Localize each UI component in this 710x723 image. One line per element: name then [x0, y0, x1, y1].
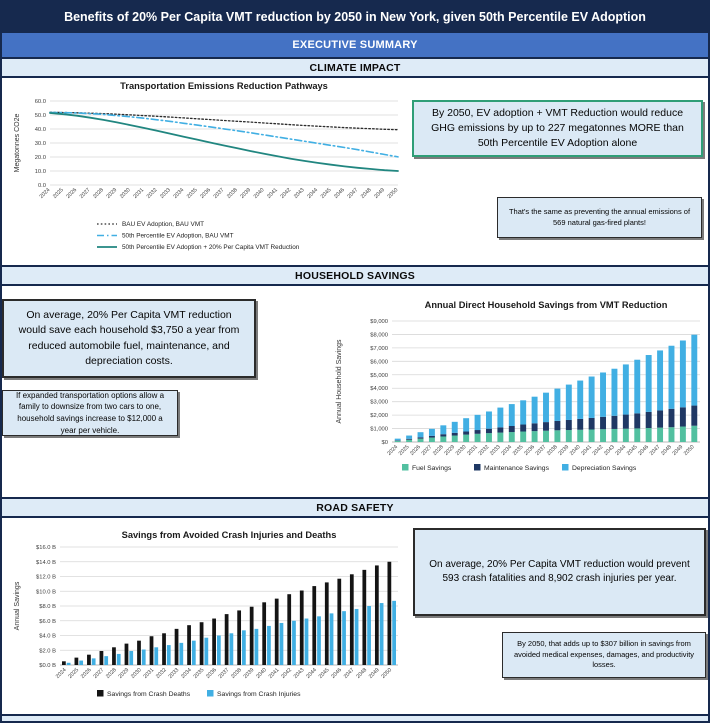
- svg-text:2034: 2034: [180, 667, 193, 680]
- svg-text:30.0: 30.0: [34, 141, 46, 147]
- household-callout-main: [2, 299, 256, 378]
- household-callout-note-text: If expanded transportation options allow a family to downsize from two cars to one, household savings increase to $12,000 a year per vehicle.: [15, 390, 165, 435]
- svg-text:2028: 2028: [92, 187, 105, 200]
- svg-text:2037: 2037: [534, 444, 548, 457]
- svg-text:20.0: 20.0: [34, 155, 46, 161]
- svg-text:50th Percentile EV Adoption, B: 50th Percentile EV Adoption, BAU VMT: [122, 232, 234, 240]
- climate-callout-main-text: By 2050, EV adoption + VMT Reduction would reduce GHG emissions by up to 227 megatonnes MORE than 50th Percentile EV Adoption alone: [431, 106, 684, 150]
- executive-summary-band: [2, 31, 708, 59]
- svg-text:2042: 2042: [280, 667, 294, 680]
- svg-text:2024: 2024: [38, 187, 52, 200]
- crash-svg: [10, 525, 410, 711]
- household-savings-label: HOUSEHOLD SAVINGS: [295, 269, 415, 282]
- svg-text:$16.0 B: $16.0 B: [36, 545, 56, 551]
- road-safety-section: [2, 518, 708, 714]
- svg-text:$1,000: $1,000: [370, 426, 388, 433]
- climate-callout-note-text: That's the same as preventing the annual emissions of 569 natural gas-fired plants!: [508, 206, 691, 227]
- svg-text:2045: 2045: [319, 187, 333, 200]
- svg-text:2025: 2025: [67, 667, 81, 680]
- svg-text:2036: 2036: [523, 444, 537, 457]
- svg-text:50th Percentile EV Adoption +: 50th Percentile EV Adoption + 20% Per Capita VMT Reduction: [122, 244, 300, 251]
- crash-savings-grouped-bar-chart: [10, 525, 410, 711]
- svg-text:2045: 2045: [625, 444, 639, 457]
- climate-callout-note: [497, 197, 702, 238]
- svg-text:$12.0 B: $12.0 B: [36, 574, 56, 581]
- svg-text:2043: 2043: [292, 667, 306, 680]
- svg-text:2026: 2026: [65, 187, 79, 200]
- svg-text:Transportation Emissions Reduc: Transportation Emissions Reduction Pathways: [120, 81, 328, 91]
- svg-text:2033: 2033: [159, 187, 172, 200]
- svg-text:2048: 2048: [359, 187, 373, 200]
- svg-text:2044: 2044: [305, 667, 319, 680]
- svg-text:2040: 2040: [255, 667, 268, 680]
- household-savings-band: [2, 265, 708, 286]
- svg-text:2044: 2044: [306, 187, 320, 200]
- road-callout-note: [502, 632, 706, 678]
- svg-text:$2,000: $2,000: [370, 413, 388, 420]
- svg-text:2039: 2039: [242, 667, 256, 680]
- svg-text:2026: 2026: [409, 444, 422, 457]
- svg-text:2036: 2036: [205, 667, 218, 680]
- svg-text:2043: 2043: [603, 444, 616, 457]
- climate-impact-band: [2, 59, 708, 78]
- svg-text:Annual Household Savings: Annual Household Savings: [336, 339, 343, 424]
- svg-text:2030: 2030: [130, 667, 143, 680]
- household-callout-note: [2, 390, 178, 436]
- page-title: Benefits of 20% Per Capita VMT reduction by 2050 in New York, given 50th Percentile EV Adoption: [64, 9, 646, 24]
- svg-text:2030: 2030: [454, 444, 468, 457]
- svg-text:2035: 2035: [185, 187, 199, 200]
- svg-text:Fuel Savings: Fuel Savings: [412, 465, 452, 472]
- svg-text:BAU EV Adoption, BAU VMT: BAU EV Adoption, BAU VMT: [122, 221, 205, 228]
- svg-text:2037: 2037: [217, 667, 231, 680]
- svg-text:2046: 2046: [637, 444, 651, 457]
- svg-text:2031: 2031: [132, 187, 146, 200]
- svg-text:50.0: 50.0: [34, 113, 46, 119]
- svg-text:10.0: 10.0: [34, 169, 46, 175]
- svg-text:Savings from Crash Injuries: Savings from Crash Injuries: [217, 691, 301, 698]
- svg-text:2040: 2040: [252, 187, 266, 200]
- svg-text:2027: 2027: [78, 187, 92, 200]
- svg-text:$5,000: $5,000: [370, 372, 388, 379]
- svg-text:$8.0 B: $8.0 B: [39, 604, 56, 610]
- svg-text:0.0: 0.0: [37, 183, 46, 189]
- svg-text:2025: 2025: [397, 444, 411, 457]
- svg-text:2050: 2050: [682, 444, 696, 457]
- svg-text:2031: 2031: [142, 667, 156, 680]
- svg-text:$2.0 B: $2.0 B: [39, 648, 56, 655]
- household-savings-stacked-bar-chart: [332, 296, 708, 489]
- svg-text:2047: 2047: [346, 187, 360, 200]
- road-callout-note-text: By 2050, that adds up to $307 billion in savings from avoided medical expenses, damages, and productivity losses.: [513, 638, 695, 670]
- svg-text:2050: 2050: [386, 187, 400, 200]
- executive-summary-label: EXECUTIVE SUMMARY: [292, 39, 418, 51]
- svg-text:$14.0 B: $14.0 B: [36, 559, 56, 566]
- svg-text:2049: 2049: [671, 444, 685, 457]
- svg-text:$0: $0: [381, 440, 388, 446]
- svg-text:2045: 2045: [317, 667, 331, 680]
- household-svg: [332, 296, 708, 489]
- svg-text:Savings from Crash Deaths: Savings from Crash Deaths: [107, 691, 191, 698]
- svg-text:2046: 2046: [330, 667, 344, 680]
- svg-text:$8,000: $8,000: [370, 332, 388, 339]
- emissions-line-chart: [10, 79, 412, 264]
- svg-text:2041: 2041: [580, 444, 594, 457]
- svg-text:2037: 2037: [212, 187, 226, 200]
- svg-text:2026: 2026: [79, 667, 93, 680]
- svg-text:2046: 2046: [333, 187, 346, 200]
- svg-text:60.0: 60.0: [34, 99, 46, 105]
- svg-text:$0.0 B: $0.0 B: [39, 663, 56, 669]
- svg-text:2029: 2029: [117, 667, 131, 680]
- svg-text:2043: 2043: [292, 187, 306, 200]
- svg-text:2027: 2027: [92, 667, 106, 680]
- road-safety-band: [2, 497, 708, 518]
- svg-text:Annual Direct Household Saving: Annual Direct Household Savings from VMT Reduction: [424, 300, 668, 310]
- svg-text:$7,000: $7,000: [370, 345, 388, 352]
- svg-text:2047: 2047: [342, 667, 356, 680]
- road-safety-label: ROAD SAFETY: [316, 501, 394, 514]
- svg-text:2050: 2050: [380, 667, 394, 680]
- climate-callout-main: [412, 100, 703, 157]
- svg-text:2048: 2048: [660, 444, 673, 457]
- household-callout-main-text: On average, 20% Per Capita VMT reduction would save each household $3,750 a year from reduced automobile fuel, maintenance, and depreciation costs.: [18, 309, 240, 367]
- svg-text:2033: 2033: [489, 444, 502, 457]
- svg-text:$6,000: $6,000: [370, 359, 388, 366]
- svg-text:2049: 2049: [373, 187, 387, 200]
- svg-text:$9,000: $9,000: [370, 319, 388, 325]
- svg-text:2032: 2032: [145, 187, 159, 200]
- svg-text:2028: 2028: [105, 667, 118, 680]
- next-section-band-partial: [2, 714, 708, 721]
- svg-text:2028: 2028: [432, 444, 445, 457]
- household-section: [2, 286, 708, 497]
- svg-text:2034: 2034: [500, 444, 514, 457]
- svg-text:2039: 2039: [557, 444, 571, 457]
- svg-text:2047: 2047: [648, 444, 662, 457]
- svg-text:2031: 2031: [466, 444, 479, 457]
- road-callout-main-text: On average, 20% Per Capita VMT reduction would prevent 593 crash fatalities and 8,902 crash injuries per year.: [429, 558, 690, 584]
- svg-text:2039: 2039: [239, 187, 253, 200]
- svg-text:2032: 2032: [477, 444, 491, 457]
- svg-text:$6.0 B: $6.0 B: [39, 618, 56, 625]
- svg-text:2029: 2029: [443, 444, 457, 457]
- svg-text:2029: 2029: [105, 187, 119, 200]
- svg-text:Maintenance Savings: Maintenance Savings: [484, 465, 549, 472]
- svg-text:Depreciation Savings: Depreciation Savings: [572, 465, 637, 472]
- svg-text:2038: 2038: [230, 667, 243, 680]
- page-title-bar: [2, 2, 708, 31]
- emissions-svg: [10, 79, 412, 264]
- svg-text:2024: 2024: [386, 444, 400, 457]
- svg-text:2049: 2049: [367, 667, 381, 680]
- svg-text:2036: 2036: [199, 187, 213, 200]
- svg-text:Annual Savings: Annual Savings: [14, 581, 21, 631]
- svg-text:2035: 2035: [511, 444, 525, 457]
- svg-text:2042: 2042: [591, 444, 605, 457]
- svg-text:2048: 2048: [355, 667, 369, 680]
- svg-text:2040: 2040: [568, 444, 582, 457]
- svg-text:2038: 2038: [546, 444, 559, 457]
- svg-text:$4,000: $4,000: [370, 386, 388, 393]
- svg-text:$4.0 B: $4.0 B: [39, 633, 56, 640]
- svg-text:2027: 2027: [420, 444, 434, 457]
- svg-text:40.0: 40.0: [34, 127, 46, 133]
- svg-text:2041: 2041: [267, 667, 281, 680]
- svg-text:2025: 2025: [52, 187, 65, 200]
- svg-text:2033: 2033: [167, 667, 181, 680]
- climate-impact-label: CLIMATE IMPACT: [309, 61, 401, 74]
- svg-text:Megatonnes CO2e: Megatonnes CO2e: [14, 113, 21, 173]
- svg-text:2041: 2041: [266, 187, 279, 200]
- svg-text:2032: 2032: [155, 667, 168, 680]
- svg-text:2030: 2030: [118, 187, 132, 200]
- road-callout-main: [413, 528, 706, 616]
- svg-text:$10.0 B: $10.0 B: [36, 589, 56, 596]
- svg-text:2035: 2035: [192, 667, 206, 680]
- svg-text:$3,000: $3,000: [370, 399, 388, 406]
- svg-text:2024: 2024: [54, 667, 68, 680]
- svg-text:2042: 2042: [279, 187, 293, 200]
- svg-text:Savings from Avoided Crash Inj: Savings from Avoided Crash Injuries and Deaths: [121, 530, 337, 540]
- svg-text:2044: 2044: [614, 444, 628, 457]
- svg-text:2034: 2034: [172, 187, 186, 200]
- climate-section: [2, 78, 708, 265]
- svg-text:2038: 2038: [226, 187, 239, 200]
